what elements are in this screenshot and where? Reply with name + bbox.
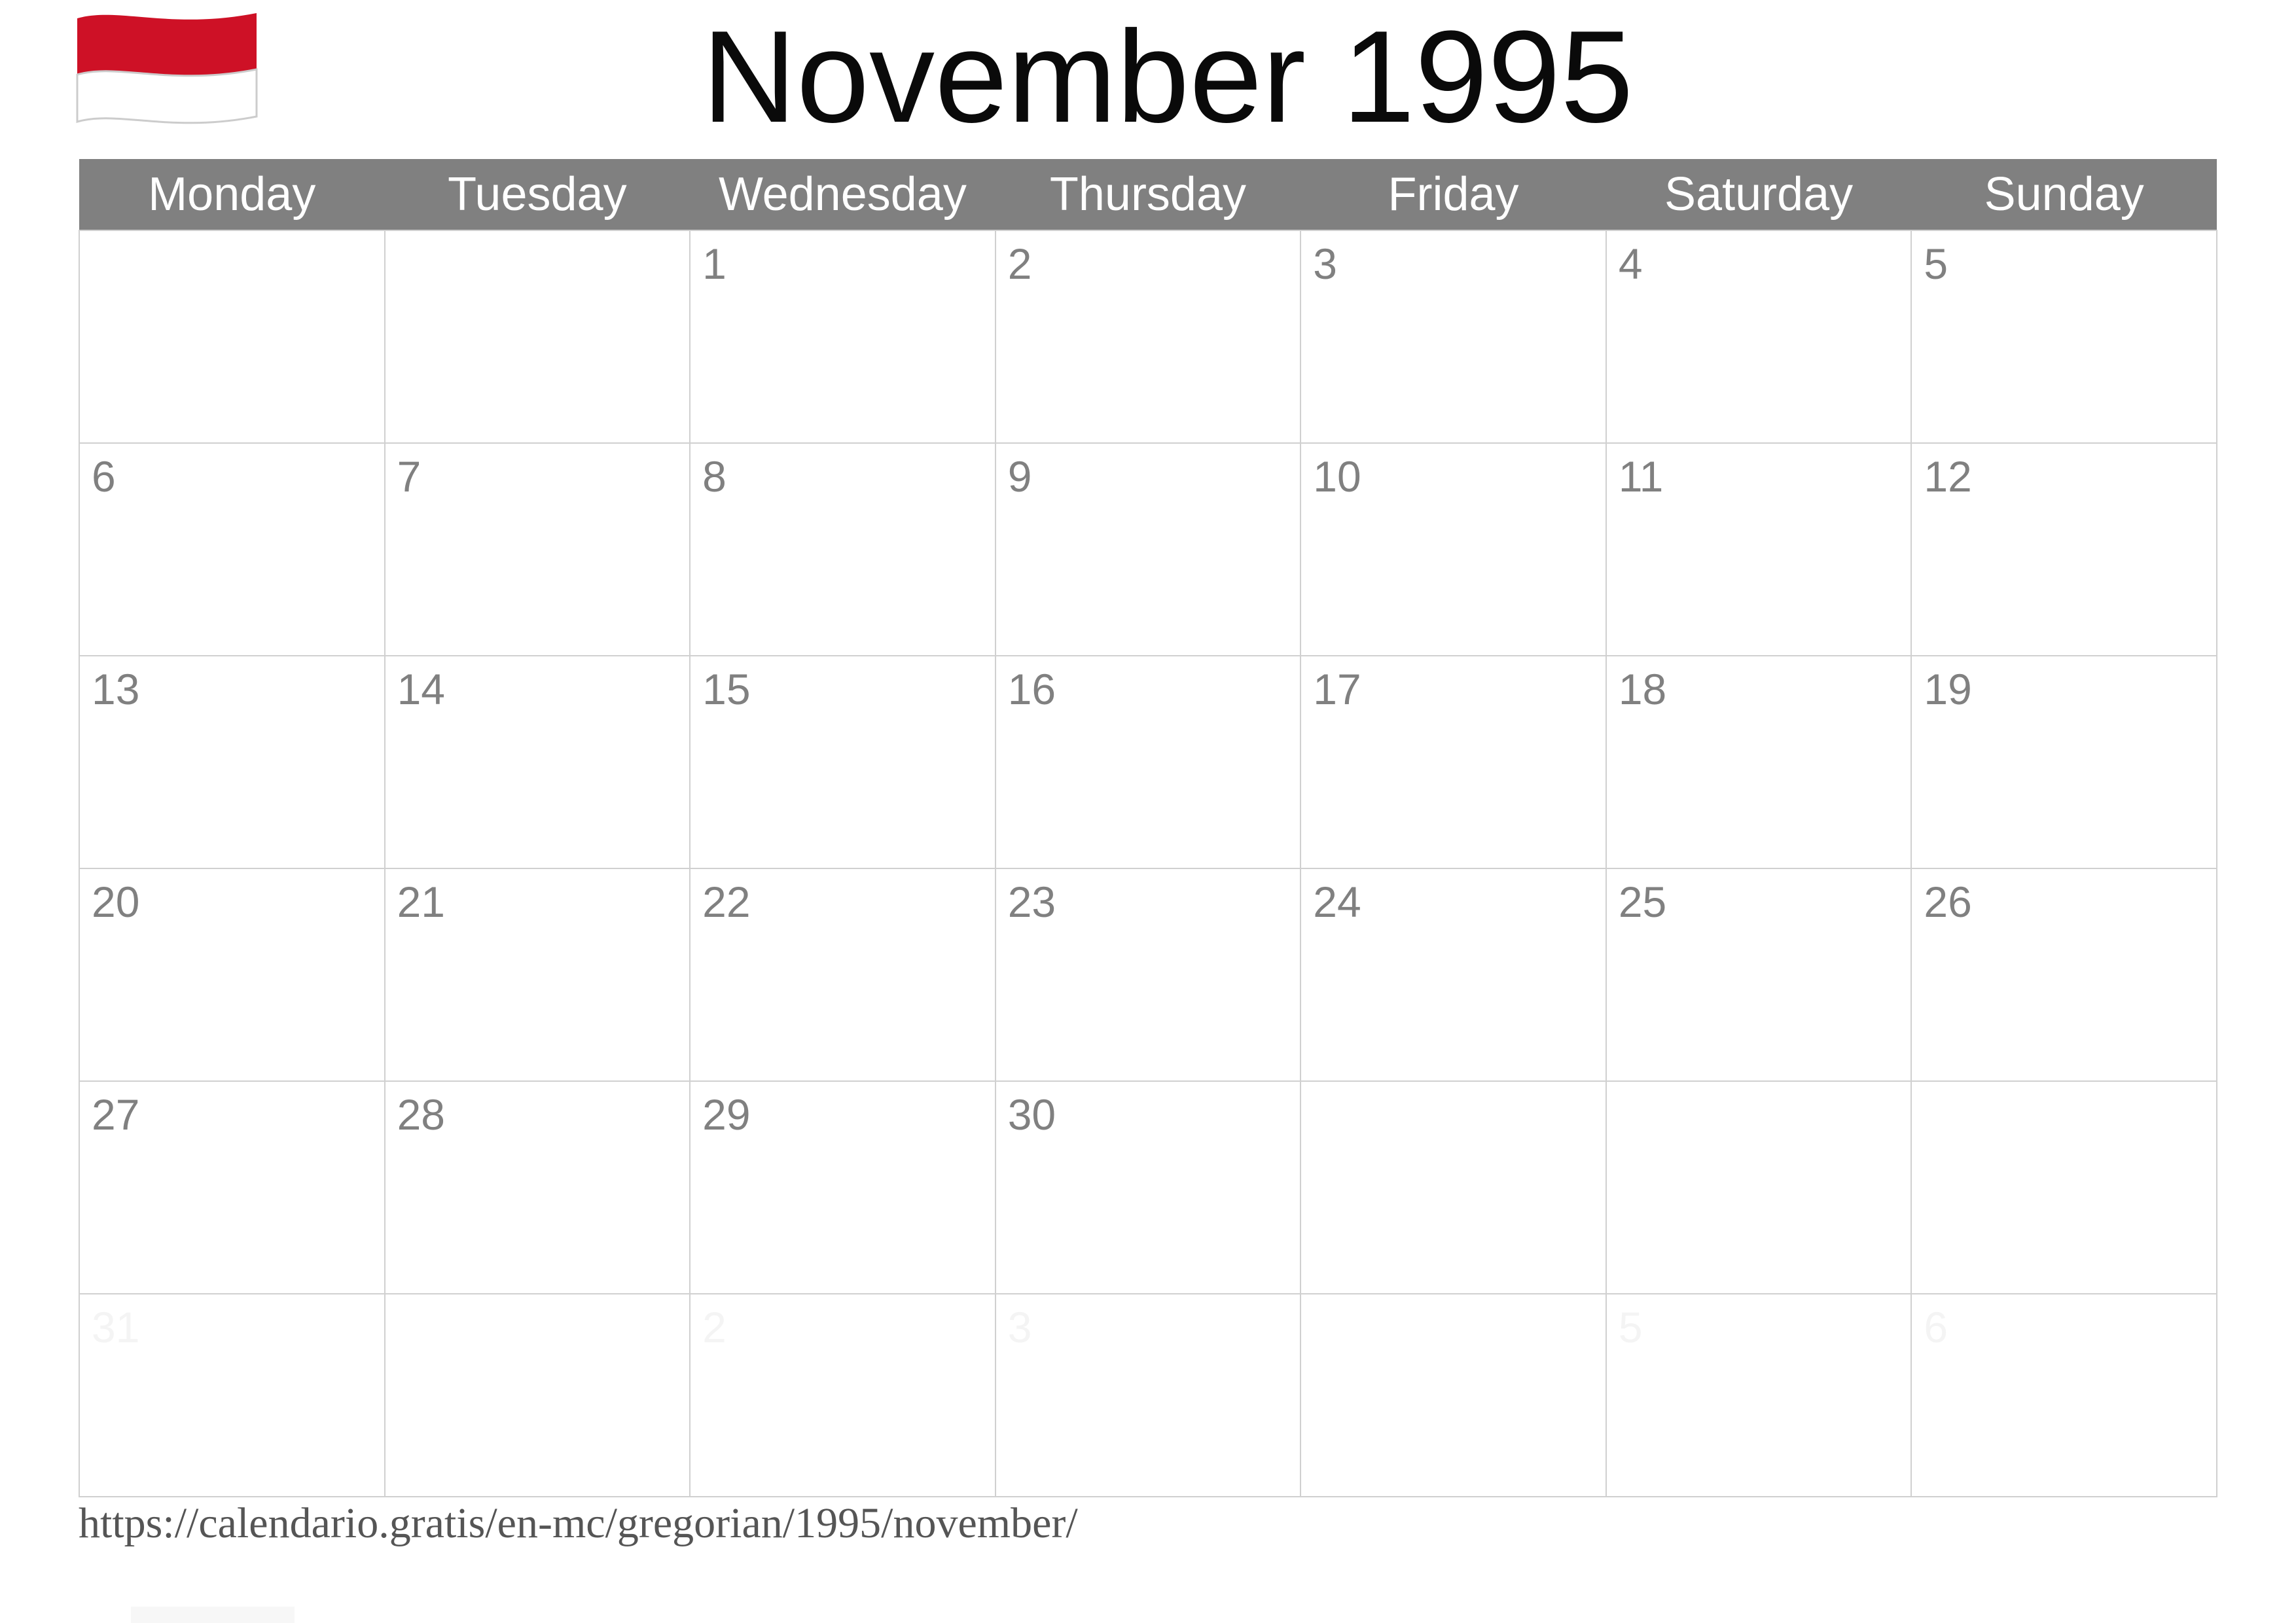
day-number: 10 xyxy=(1313,452,1361,501)
day-number: 5 xyxy=(1924,240,1948,288)
page-title: November 1995 xyxy=(702,3,1634,150)
day-number: 2 xyxy=(1007,240,1032,288)
day-number: 18 xyxy=(1618,665,1667,713)
calendar-day-cell[interactable] xyxy=(690,656,996,868)
calendar-day-cell[interactable] xyxy=(1606,443,1912,656)
day-number: 17 xyxy=(1313,665,1361,713)
day-number: 7 xyxy=(397,452,422,501)
day-number: 25 xyxy=(1618,878,1667,926)
calendar-day-cell[interactable] xyxy=(385,443,691,656)
weekday-header-tuesday: Tuesday xyxy=(385,159,691,230)
day-number: 29 xyxy=(702,1090,751,1139)
calendar-day-cell[interactable] xyxy=(1300,443,1606,656)
page-bottom-strip xyxy=(131,1607,295,1623)
day-number: 8 xyxy=(702,452,726,501)
calendar-day-cell[interactable] xyxy=(1911,1294,2217,1497)
weekday-header-monday: Monday xyxy=(79,159,385,230)
calendar-day-cell[interactable] xyxy=(1911,443,2217,656)
day-number: 3 xyxy=(1313,240,1337,288)
day-number: 11 xyxy=(1618,452,1664,501)
day-number: 31 xyxy=(92,1303,140,1351)
day-number: 22 xyxy=(702,878,751,926)
calendar-week-row xyxy=(79,230,2217,443)
day-number: 4 xyxy=(1618,240,1643,288)
calendar-day-cell[interactable] xyxy=(1911,868,2217,1081)
calendar-day-cell[interactable] xyxy=(1300,1294,1606,1497)
calendar-day-cell[interactable] xyxy=(1606,1081,1912,1294)
calendar-day-cell[interactable] xyxy=(996,1294,1301,1497)
day-number: 6 xyxy=(92,452,116,501)
calendar-day-cell[interactable] xyxy=(690,443,996,656)
calendar-week-row xyxy=(79,1081,2217,1294)
calendar-day-cell[interactable] xyxy=(385,868,691,1081)
calendar-day-cell[interactable] xyxy=(1606,230,1912,443)
day-number: 15 xyxy=(702,665,751,713)
calendar-day-cell[interactable] xyxy=(385,1294,691,1497)
monaco-flag-icon xyxy=(72,7,262,128)
day-number: 1 xyxy=(702,240,726,288)
calendar-day-cell[interactable] xyxy=(1606,868,1912,1081)
calendar-day-cell[interactable] xyxy=(385,656,691,868)
day-number: 24 xyxy=(1313,878,1361,926)
day-number: 13 xyxy=(92,665,140,713)
day-number: 6 xyxy=(1924,1303,1948,1351)
calendar-day-cell[interactable] xyxy=(1300,230,1606,443)
calendar-day-cell[interactable] xyxy=(1300,868,1606,1081)
calendar-day-cell[interactable] xyxy=(690,230,996,443)
day-number: 30 xyxy=(1007,1090,1056,1139)
weekday-header-saturday: Saturday xyxy=(1606,159,1912,230)
calendar-day-cell[interactable] xyxy=(996,1081,1301,1294)
calendar-day-cell[interactable] xyxy=(79,230,385,443)
calendar-day-cell[interactable] xyxy=(1911,230,2217,443)
weekday-header-sunday: Sunday xyxy=(1911,159,2217,230)
calendar-day-cell[interactable] xyxy=(385,230,691,443)
day-number: 23 xyxy=(1007,878,1056,926)
day-number: 9 xyxy=(1007,452,1032,501)
calendar-week-row xyxy=(79,656,2217,868)
page-header xyxy=(0,0,2296,154)
calendar-week-row xyxy=(79,443,2217,656)
day-number: 12 xyxy=(1924,452,1972,501)
day-number: 5 xyxy=(1618,1303,1643,1351)
calendar-day-cell[interactable] xyxy=(1606,656,1912,868)
day-number: 14 xyxy=(397,665,445,713)
calendar-day-cell[interactable] xyxy=(996,230,1301,443)
calendar-week-row-faded xyxy=(79,1294,2217,1497)
calendar-day-cell[interactable] xyxy=(1300,1081,1606,1294)
calendar-day-cell[interactable] xyxy=(1911,1081,2217,1294)
day-number: 16 xyxy=(1007,665,1056,713)
calendar-day-cell[interactable] xyxy=(79,1081,385,1294)
weekday-header-thursday: Thursday xyxy=(996,159,1301,230)
day-number: 3 xyxy=(1007,1303,1032,1351)
calendar-day-cell[interactable] xyxy=(79,656,385,868)
calendar-day-cell[interactable] xyxy=(385,1081,691,1294)
day-number: 2 xyxy=(702,1303,726,1351)
weekday-header-friday: Friday xyxy=(1300,159,1606,230)
day-number: 27 xyxy=(92,1090,140,1139)
calendar-day-cell[interactable] xyxy=(996,443,1301,656)
weekday-header-row xyxy=(79,159,2217,230)
calendar-day-cell[interactable] xyxy=(690,868,996,1081)
month-calendar xyxy=(79,159,2217,1497)
calendar-day-cell[interactable] xyxy=(1300,656,1606,868)
day-number: 20 xyxy=(92,878,140,926)
calendar-day-cell[interactable] xyxy=(996,868,1301,1081)
calendar-week-row xyxy=(79,868,2217,1081)
day-number: 28 xyxy=(397,1090,445,1139)
source-url[interactable]: https://calendario.gratis/en-mc/gregorian/1995/november/ xyxy=(79,1499,1078,1547)
calendar-day-cell[interactable] xyxy=(690,1081,996,1294)
day-number: 26 xyxy=(1924,878,1972,926)
calendar-day-cell[interactable] xyxy=(1606,1294,1912,1497)
calendar-day-cell[interactable] xyxy=(1911,656,2217,868)
calendar-day-cell[interactable] xyxy=(996,656,1301,868)
day-number: 21 xyxy=(397,878,445,926)
calendar-day-cell[interactable] xyxy=(79,1294,385,1497)
calendar-day-cell[interactable] xyxy=(79,868,385,1081)
day-number: 19 xyxy=(1924,665,1972,713)
calendar-day-cell[interactable] xyxy=(690,1294,996,1497)
weekday-header-wednesday: Wednesday xyxy=(690,159,996,230)
calendar-day-cell[interactable] xyxy=(79,443,385,656)
